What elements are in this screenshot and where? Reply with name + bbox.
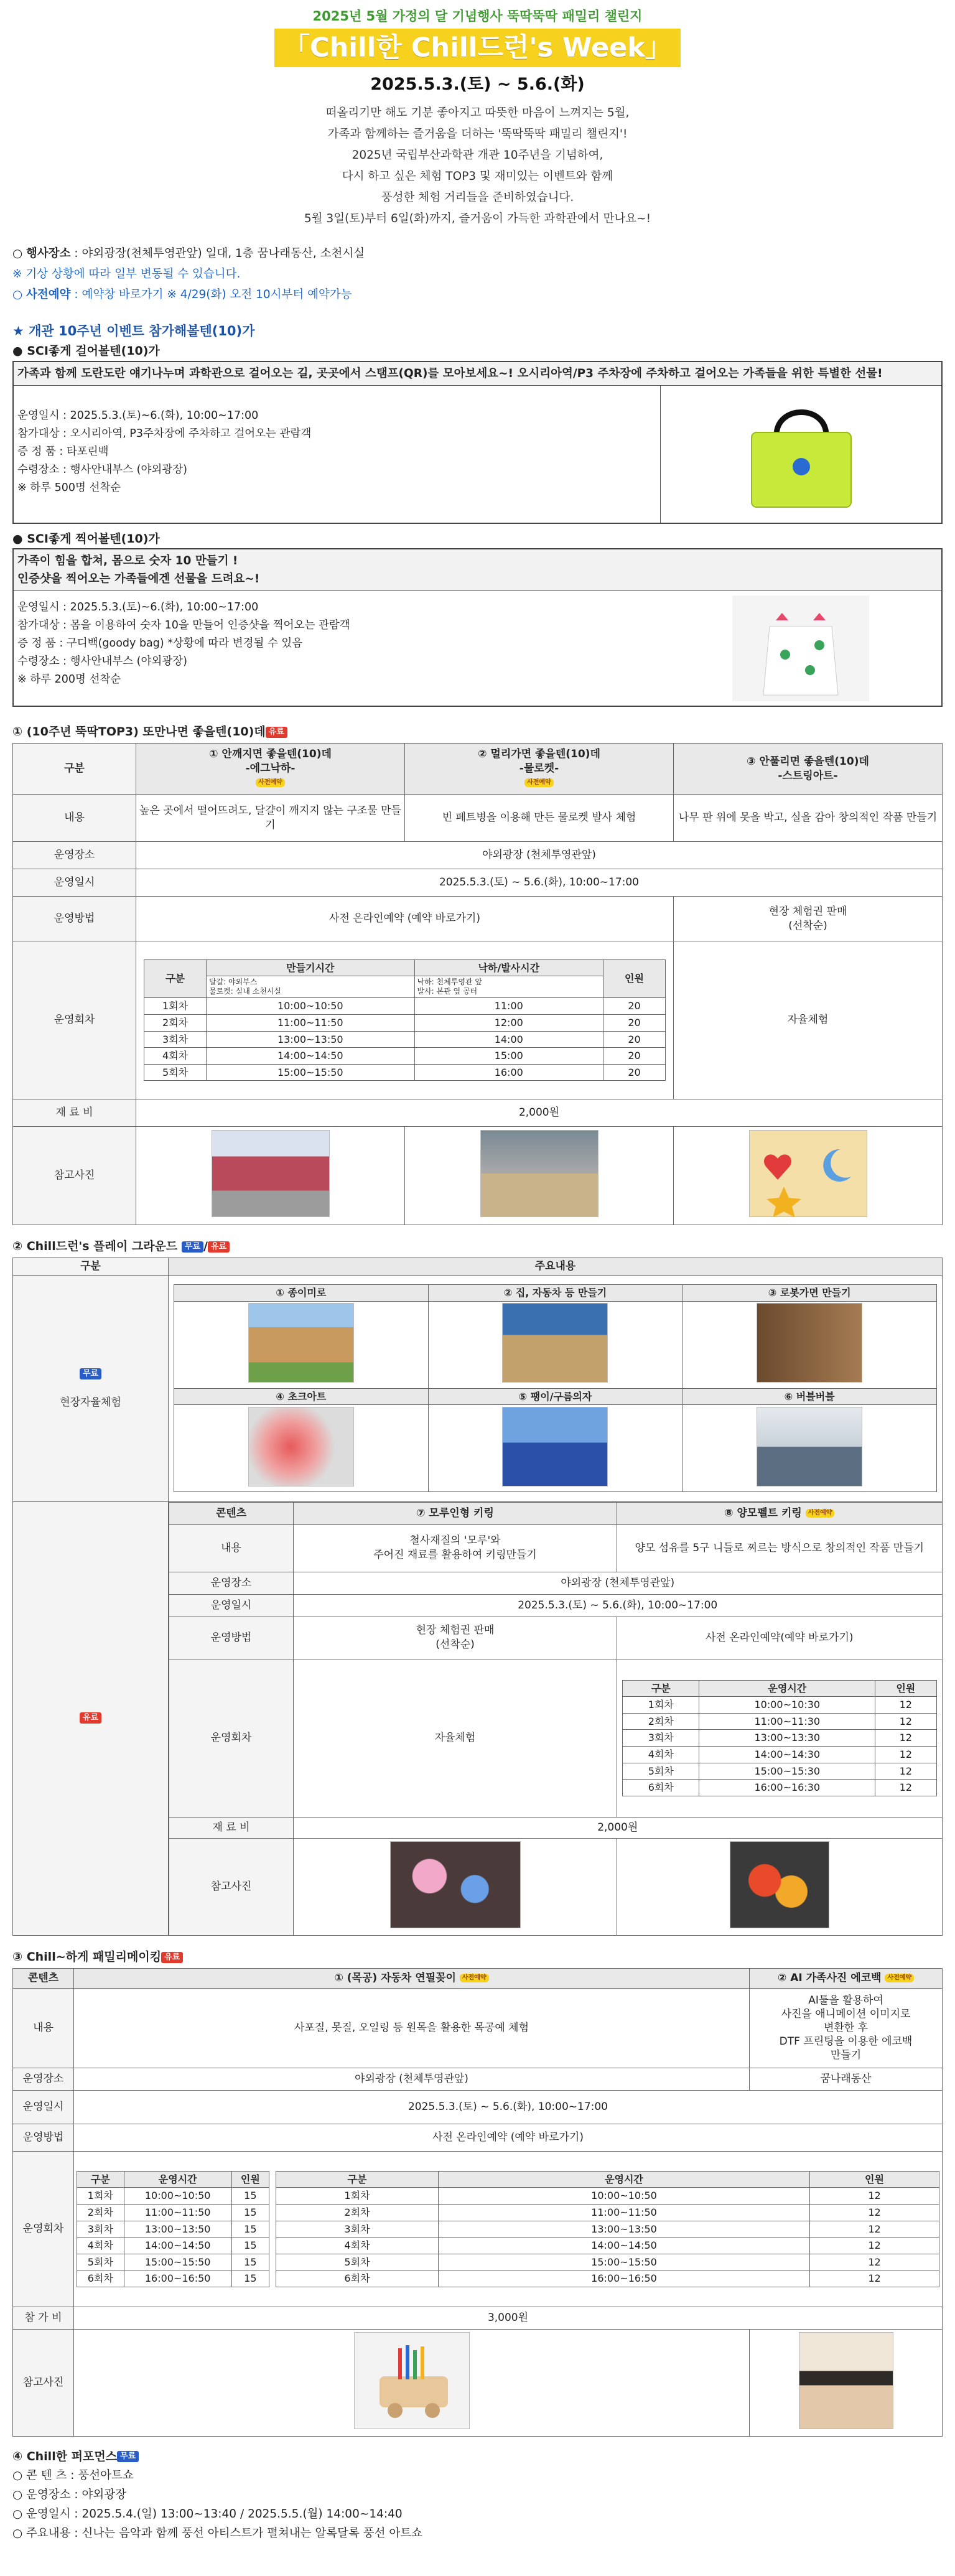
reservation-key: 사전예약 (26, 287, 71, 301)
round-cell: 4회차 (144, 1048, 207, 1065)
round-cell: 1회차 (77, 2188, 124, 2205)
inner-header: 인원 (875, 1680, 936, 1697)
round-cell: 3회차 (77, 2221, 124, 2238)
row-label: 운영장소 (13, 2068, 74, 2090)
free-experience-cell: 자율체험 (294, 1659, 617, 1817)
free-badge: 무료 (80, 1368, 101, 1379)
round-cell: 2회차 (623, 1713, 699, 1730)
round-cell: 15 (231, 2221, 269, 2238)
place-key: 행사장소 (26, 246, 71, 260)
free-items-grid (174, 1284, 937, 1492)
round-cell: 15 (231, 2270, 269, 2287)
round-cell: 14:00~14:30 (699, 1746, 875, 1763)
inner-header: 만들기시간 (207, 959, 415, 976)
egg-drop-photo (212, 1130, 330, 1217)
photo-event-headline: 가족이 힘을 합쳐, 몸으로 숫자 10 만들기 ! (17, 554, 238, 568)
wood-pencil-holder-photo (354, 2332, 470, 2429)
round-cell: 12 (875, 1713, 936, 1730)
intro-text (12, 103, 943, 230)
walk-event-headline: 가족과 함께 도란도란 얘기나누며 과학관으로 걸어오는 길, 곳곳에서 스탬프(QR)를 모아보세요~! 오시리아역/P3 주차장에 주차하고 걸어오는 가족들을 위한 특별한 선물! (14, 362, 941, 386)
inner-header: 운영시간 (124, 2171, 231, 2188)
round-cell: 15:00~15:30 (699, 1763, 875, 1780)
section3-title-text: ③ Chill~하게 패밀리메이킹 (12, 1950, 162, 1964)
round-cell: 13:00~13:50 (207, 1031, 415, 1048)
inner-header: 인원 (810, 2171, 939, 2188)
section3-title (12, 1949, 943, 1966)
round-cell: 2회차 (276, 2204, 439, 2221)
section4-title (12, 2449, 943, 2465)
walk-line: ※ 하루 500명 선착순 (17, 481, 121, 494)
goody-bag-photo (660, 591, 941, 706)
col-moru-keyring: ⑦ 모루인형 키링 (294, 1502, 617, 1524)
row-label: 운영장소 (169, 1572, 294, 1594)
row-label: 참고사진 (13, 2329, 74, 2436)
robot-mask-photo (757, 1303, 862, 1383)
event-title: 「Chill한 Chill드런's Week」 (274, 29, 681, 67)
slash: / (203, 1239, 208, 1254)
inner-sub: 달걀: 야외부스 물로켓: 실내 소천시실 (207, 976, 415, 998)
date-cell: 2025.5.3.(토) ~ 5.6.(화), 10:00~17:00 (294, 1594, 943, 1617)
item-title: ① 종이미로 (174, 1285, 429, 1302)
inner-header: 인원 (603, 959, 666, 998)
spinning-top-cloud-chair-photo (502, 1407, 608, 1486)
method-cell: 현장 체험권 판매 (선착순) (294, 1617, 617, 1659)
place-cell: 야외광장 (천체투영관앞) (136, 842, 943, 869)
round-cell: 15 (231, 2188, 269, 2205)
intro-line: 가족과 함께하는 즐거움을 더하는 '뚝딱뚝딱 패밀리 챌린지'! (327, 127, 628, 141)
round-cell: 12 (810, 2254, 939, 2270)
item-title: ② 집, 자동차 등 만들기 (428, 1285, 682, 1302)
free-experience-cell: 자율체험 (674, 941, 943, 1099)
reservation-link[interactable]: : 예약창 바로가기 ※ 4/29(화) 오전 10시부터 예약가능 (70, 287, 352, 301)
header-gubun: 구분 (13, 744, 136, 795)
round-cell: 12 (810, 2270, 939, 2287)
row-label: 재 료 비 (13, 1099, 136, 1127)
content-cell: 철사재질의 '모루'와 주어진 재료를 활용하여 키링만들기 (294, 1524, 617, 1572)
event-info (12, 243, 943, 305)
string-art-photo (749, 1130, 867, 1217)
fee-cell: 2,000원 (294, 1817, 943, 1838)
content-cell: 사포질, 못질, 오일링 등 원목을 활용한 목공예 체험 (74, 1988, 750, 2068)
reservation-link[interactable]: 사전 온라인예약(예약 바로가기) (617, 1617, 943, 1659)
round-cell: 12 (875, 1780, 936, 1796)
round-cell: 4회차 (77, 2238, 124, 2254)
event-subtitle: 2025년 5월 가정의 달 기념행사 뚝딱뚝딱 패밀리 챌린지 (312, 9, 643, 24)
round-cell: 12 (875, 1746, 936, 1763)
item-title: ⑤ 팽이/구름의자 (428, 1388, 682, 1405)
intro-line: 풍성한 체험 거리들을 준비하였습니다. (381, 190, 574, 204)
round-cell: 12 (810, 2221, 939, 2238)
date-cell: 2025.5.3.(토) ~ 5.6.(화), 10:00~17:00 (136, 869, 943, 897)
photo-event-title: ● SCI좋게 찍어볼텐(10)가 (12, 531, 160, 546)
reservation-badge: 사전예약 (885, 1974, 914, 1982)
content-cell: 나무 판 위에 못을 박고, 실을 감아 창의적인 작품 만들기 (674, 795, 943, 842)
col-wood-pencil-holder (74, 1968, 750, 1988)
round-cell: 11:00~11:50 (124, 2204, 231, 2221)
free-label: 현장자율체험 (60, 1396, 121, 1409)
round-cell: 1회차 (144, 998, 207, 1015)
weather-note: ※ 기상 상황에 따라 일부 변동될 수 있습니다. (12, 267, 241, 281)
header-main: 주요내용 (169, 1258, 943, 1275)
ai-ecobag-photo (799, 2332, 893, 2429)
place-cell: 야외광장 (천체투영관앞) (294, 1572, 943, 1594)
content-cell: 빈 페트병을 이용해 만든 물로켓 발사 체험 (405, 795, 674, 842)
photo-line: 참가대상 : 몸을 이용하여 숫자 10을 만들어 인증샷을 찍어오는 관람객 (17, 619, 350, 632)
round-cell: 12 (810, 2188, 939, 2205)
col-ai-ecobag (750, 1968, 943, 1988)
chalk-art-photo (248, 1407, 354, 1486)
row-label: 내용 (169, 1524, 294, 1572)
row-label: 운영일시 (169, 1594, 294, 1617)
round-cell: 10:00~10:50 (207, 998, 415, 1015)
photo-line: 운영일시 : 2025.5.3.(토)~6.(화), 10:00~17:00 (17, 601, 259, 614)
round-cell: 12 (875, 1730, 936, 1747)
round-cell: 20 (603, 1048, 666, 1065)
item-title: ④ 초크아트 (174, 1388, 429, 1405)
col-wool-felt-keyring (617, 1502, 943, 1524)
paid-badge: 유료 (208, 1241, 230, 1253)
section1-title (12, 724, 943, 740)
item-title: ⑥ 버블버블 (682, 1388, 937, 1405)
row-label: 운영일시 (13, 869, 136, 897)
row-label: 운영회차 (13, 2151, 74, 2307)
place-info: ○ 행사장소 : 야외광장(천체투영관앞) 일대, 1층 꿈나래동산, 소천시실 (12, 246, 365, 260)
row-label: 운영회차 (169, 1659, 294, 1817)
intro-line: 2025년 국립부산과학관 개관 10주년을 기념하여, (352, 148, 603, 162)
inner-header: 구분 (276, 2171, 439, 2188)
reservation-link[interactable]: 사전 온라인예약 (예약 바로가기) (136, 897, 674, 941)
round-cell: 15 (231, 2204, 269, 2221)
paid-row-label (13, 1501, 169, 1936)
photo-event-headline: 인증샷을 찍어오는 가족들에겐 선물을 드려요~! (17, 572, 260, 586)
round-cell: 15 (231, 2254, 269, 2270)
section4-title-text: ④ Chill한 퍼포먼스 (12, 2449, 118, 2463)
round-cell: 5회차 (623, 1763, 699, 1780)
col-water-rocket (405, 744, 674, 795)
col-title: ② 멀리가면 좋을텐(10)데 (478, 748, 600, 761)
performance-line: ○ 운영일시 : 2025.5.4.(일) 13:00~13:40 / 2025.5.5.(월) 14:00~14:40 (12, 2508, 403, 2521)
hero (12, 0, 943, 230)
paper-maze-photo (248, 1303, 354, 1383)
round-cell: 2회차 (144, 1014, 207, 1031)
round-cell: 11:00~11:50 (438, 2204, 809, 2221)
round-cell: 16:00~16:50 (124, 2270, 231, 2287)
row-label: 내용 (13, 795, 136, 842)
round-cell: 12 (875, 1697, 936, 1714)
row-label: 운영방법 (169, 1617, 294, 1659)
round-cell: 13:00~13:50 (124, 2221, 231, 2238)
intro-line: 5월 3일(토)부터 6일(화)까지, 즐거움이 가득한 과학관에서 만나요~! (304, 212, 651, 225)
round-cell: 20 (603, 1031, 666, 1048)
round-cell: 14:00 (414, 1031, 603, 1048)
performance-line: ○ 운영장소 : 야외광장 (12, 2488, 126, 2502)
section2-title (12, 1239, 943, 1255)
round-cell: 10:00~10:50 (438, 2188, 809, 2205)
walk-line: 수령장소 : 행사안내부스 (야외광장) (17, 463, 187, 476)
round-cell: 5회차 (77, 2254, 124, 2270)
round-cell: 20 (603, 1014, 666, 1031)
inner-header: 구분 (144, 959, 207, 998)
performance-info (12, 2466, 943, 2543)
row-label: 참 가 비 (13, 2307, 74, 2329)
section1-title-text: ① (10주년 뚝딱TOP3) 또만나면 좋을텐(10)데 (12, 725, 266, 739)
round-cell: 12:00 (414, 1014, 603, 1031)
round-cell: 3회차 (144, 1031, 207, 1048)
col-egg-drop (136, 744, 405, 795)
walk-line: 참가대상 : 오시리아역, P3주차장에 주차하고 걸어오는 관람객 (17, 427, 312, 440)
inner-header: 운영시간 (699, 1680, 875, 1697)
inner-header: 인원 (231, 2171, 269, 2188)
round-cell: 11:00~11:50 (207, 1014, 415, 1031)
free-row-label (13, 1275, 169, 1501)
col-title: ① 안깨지면 좋을텐(10)데 (209, 748, 332, 761)
round-cell: 20 (603, 998, 666, 1015)
free-badge: 무료 (182, 1241, 203, 1253)
round-cell: 15:00~15:50 (438, 2254, 809, 2270)
fee-cell: 3,000원 (74, 2307, 943, 2329)
intro-line: 떠올리기만 해도 기분 좋아지고 따뜻한 마음이 느껴지는 5월, (325, 106, 630, 119)
round-cell: 14:00~14:50 (438, 2238, 809, 2254)
round-cell: 12 (875, 1763, 936, 1780)
round-cell: 11:00~11:30 (699, 1713, 875, 1730)
round-cell: 16:00~16:30 (699, 1780, 875, 1796)
round-cell: 5회차 (276, 2254, 439, 2270)
row-label: 참고사진 (169, 1838, 294, 1935)
section1-table (12, 743, 943, 1225)
intro-line: 다시 하고 싶은 체험 TOP3 및 재미있는 이벤트와 함께 (342, 169, 613, 183)
round-cell: 16:00 (414, 1064, 603, 1081)
round-cell: 10:00~10:30 (699, 1697, 875, 1714)
reservation-badge: 사전예약 (256, 778, 285, 787)
inner-sub: 낙하: 천체투영관 앞 발사: 본관 옆 공터 (414, 976, 603, 998)
inner-header: 운영시간 (438, 2171, 809, 2188)
row-label: 운영장소 (13, 842, 136, 869)
water-rocket-photo (480, 1130, 599, 1217)
col-title: ① (목공) 자동차 연필꽂이 (334, 1971, 456, 1984)
row-label: 운영일시 (13, 2090, 74, 2124)
walk-event-title: ● SCI좋게 걸어볼텐(10)가 (12, 344, 160, 358)
round-cell: 12 (810, 2238, 939, 2254)
wool-felt-keyring-photo (730, 1841, 829, 1928)
performance-line: ○ 콘 텐 츠 : 풍선아트쇼 (12, 2469, 134, 2483)
section3-table (12, 1968, 943, 2437)
round-table (144, 959, 666, 1081)
reservation-info: ○ 사전예약 : 예약창 바로가기 ※ 4/29(화) 오전 10시부터 예약가능 (12, 287, 352, 301)
date-cell: 2025.5.3.(토) ~ 5.6.(화), 10:00~17:00 (74, 2090, 943, 2124)
round-cell: 4회차 (276, 2238, 439, 2254)
round-cell: 20 (603, 1064, 666, 1081)
row-label: 운영방법 (13, 2124, 74, 2151)
free-badge: 무료 (117, 2451, 139, 2462)
round-cell: 2회차 (77, 2204, 124, 2221)
row-label: 운영방법 (13, 897, 136, 941)
round-cell: 4회차 (623, 1746, 699, 1763)
col-string-art (674, 744, 943, 795)
reservation-badge: 사전예약 (524, 778, 554, 787)
anniversary-event-title: ★ 개관 10주년 이벤트 참가해볼텐(10)가 (12, 323, 255, 338)
round-cell: 5회차 (144, 1064, 207, 1081)
header-gubun: 구분 (13, 1258, 169, 1275)
content-cell: 양모 섬유를 5구 니들로 찌르는 방식으로 창의적인 작품 만들기 (617, 1524, 943, 1572)
round-cell: 6회차 (77, 2270, 124, 2287)
tarpaulin-bag-photo (660, 386, 941, 523)
row-label: 참고사진 (13, 1127, 136, 1225)
photo-line: ※ 하루 200명 선착순 (17, 673, 121, 686)
round-cell: 3회차 (623, 1730, 699, 1747)
round-cell: 6회차 (276, 2270, 439, 2287)
round-cell: 6회차 (623, 1780, 699, 1796)
item-title: ③ 로봇가면 만들기 (682, 1285, 937, 1302)
header-content: 콘텐츠 (169, 1502, 294, 1524)
wood-round-table (77, 2171, 269, 2287)
content-cell: 높은 곳에서 떨어뜨려도, 달걀이 깨지지 않는 구조물 만들기 (136, 795, 405, 842)
row-label: 재 료 비 (169, 1817, 294, 1838)
performance-line: ○ 주요내용 : 신나는 음악과 함께 풍선 아티스트가 펼쳐내는 알록달록 풍선 아트쇼 (12, 2527, 422, 2541)
walk-line: 증 정 품 : 타포린백 (17, 445, 109, 458)
col-sub: -에그낙하- (245, 762, 296, 775)
photo-event-box (12, 548, 943, 707)
paid-badge: 유료 (80, 1712, 101, 1724)
event-date: 2025.5.3.(토) ~ 5.6.(화) (370, 75, 585, 95)
col-sub: -물로켓- (519, 762, 559, 775)
row-label: 운영회차 (13, 941, 136, 1099)
paid-badge: 유료 (161, 1952, 183, 1963)
round-cell: 1회차 (276, 2188, 439, 2205)
round-cell: 13:00~13:50 (438, 2221, 809, 2238)
bubble-photo (757, 1407, 862, 1486)
paid-badge: 유료 (266, 727, 287, 738)
col-title: ③ 안풀리면 좋을텐(10)데 (747, 755, 869, 768)
fee-cell: 2,000원 (136, 1099, 943, 1127)
method-cell: 현장 체험권 판매 (선착순) (674, 897, 943, 941)
place-value: : 야외광장(천체투영관앞) 일대, 1층 꿈나래동산, 소천시실 (70, 246, 365, 260)
round-table (622, 1680, 937, 1796)
reservation-badge: 사전예약 (460, 1974, 489, 1982)
section2-title-text: ② Chill드런's 플레이 그라운드 (12, 1239, 178, 1254)
inner-header: 낙하/발사시간 (414, 959, 603, 976)
round-cell: 15:00~15:50 (124, 2254, 231, 2270)
ai-round-table (276, 2171, 939, 2287)
round-cell: 10:00~10:50 (124, 2188, 231, 2205)
round-cell: 14:00~14:50 (124, 2238, 231, 2254)
round-cell: 15:00~15:50 (207, 1064, 415, 1081)
round-cell: 14:00~14:50 (207, 1048, 415, 1065)
round-cell: 11:00 (414, 998, 603, 1015)
walk-event-box (12, 361, 943, 524)
house-car-making-photo (502, 1303, 608, 1383)
reservation-badge: 사전예약 (806, 1509, 835, 1518)
round-cell: 16:00~16:50 (438, 2270, 809, 2287)
row-label: 내용 (13, 1988, 74, 2068)
photo-line: 수령장소 : 행사안내부스 (야외광장) (17, 655, 187, 668)
col-sub: -스트링아트- (778, 769, 838, 782)
header-content: 콘텐츠 (13, 1968, 74, 1988)
round-cell: 1회차 (623, 1697, 699, 1714)
place-cell: 꿈나래동산 (750, 2068, 943, 2090)
round-cell: 12 (810, 2204, 939, 2221)
round-cell: 3회차 (276, 2221, 439, 2238)
paid-table (169, 1502, 943, 1936)
inner-header: 구분 (623, 1680, 699, 1697)
photo-line: 증 정 품 : 구디백(goody bag) *상황에 따라 변경될 수 있음 (17, 637, 303, 650)
place-cell: 야외광장 (천체투영관앞) (74, 2068, 750, 2090)
walk-line: 운영일시 : 2025.5.3.(토)~6.(화), 10:00~17:00 (17, 409, 259, 422)
col-title: ⑧ 양모펠트 키링 (724, 1506, 802, 1519)
content-cell: AI툴을 활용하여 사진을 애니메이션 이미지로 변환한 후 DTF 프린팅을 이용한 에코백 만들기 (750, 1988, 943, 2068)
round-cell: 15:00 (414, 1048, 603, 1065)
moru-keyring-photo (390, 1841, 521, 1928)
section2-table (12, 1258, 943, 1936)
round-cell: 13:00~13:30 (699, 1730, 875, 1747)
col-title: ② AI 가족사진 에코백 (777, 1971, 882, 1984)
round-cell: 15 (231, 2238, 269, 2254)
reservation-link[interactable]: 사전 온라인예약 (예약 바로가기) (74, 2124, 943, 2151)
inner-header: 구분 (77, 2171, 124, 2188)
